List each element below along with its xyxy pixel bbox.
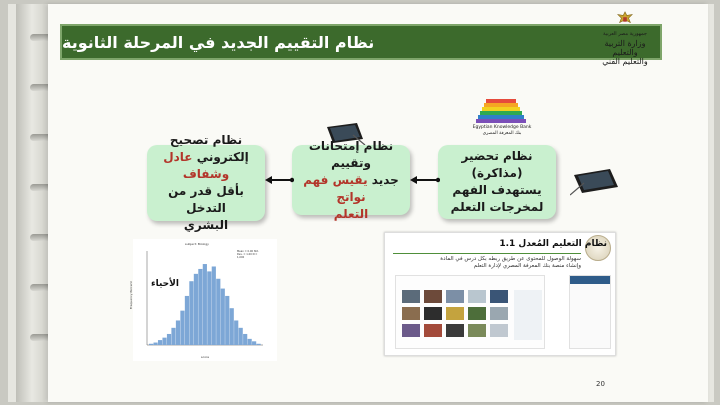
histogram-bar [189,281,193,345]
histogram-bar [207,271,211,345]
thumbnail [490,324,508,337]
histogram-bar [243,334,247,345]
thumbnail [490,307,508,320]
histogram-bar [212,266,216,345]
histogram-bar [225,296,229,345]
histogram-bar [257,344,261,345]
eagle-emblem-icon [616,10,634,28]
box-text: نظام إمتحانات وتقييم [308,138,394,170]
histogram-subject-label: الأحياء [151,279,179,289]
thumbnail [424,307,442,320]
box-text: البشري [183,218,229,232]
histogram-bar [239,328,243,345]
histogram-bar [234,320,238,345]
histogram-bar [230,308,234,345]
histogram-bar [252,341,256,345]
thumbnail [468,307,486,320]
thumbnail [446,290,464,303]
histogram-bar [167,334,171,345]
box-text: نظام تحضير (مذاكرة) [461,149,533,180]
thumbnail [446,307,464,320]
thumbnail [402,324,420,337]
webpage-sidebar [514,290,542,340]
thumbnail [424,290,442,303]
knowledge-bank-en: Egyptian Knowledge Bank [472,125,532,130]
screenshot-title: نظام التعليم المُعدل 1.1 [499,239,607,249]
box-text: يستهدف الفهم [452,183,542,197]
histogram-legend: Mean = 0.00 Std. Dev. = 1.00 N = 1,000 [237,250,259,259]
screenshot-webpage [395,275,545,349]
histogram-bar [221,289,225,345]
box-text: جديد [367,172,399,187]
knowledge-bank-ar: بنك المعرفة المصري [482,131,522,136]
side-panel-header [570,276,610,284]
logo-line2: والتعليم الفني [602,57,648,66]
screenshot-divider [393,253,581,254]
thumbnail [468,290,486,303]
thumbnail [468,324,486,337]
box-highlight-text: عادل وشفاف [163,150,230,181]
screenshot-side-panel [569,275,611,349]
box-highlight-text: يقيس فهم نواتج [303,172,368,204]
logo-line1: وزارة التربية والتعليم [604,39,646,57]
platform-screenshot [384,232,616,356]
histogram-bar [185,296,189,345]
histogram-bar [176,320,180,345]
histogram-xlabel: score [201,355,210,359]
histogram-panel [129,239,277,361]
tablet-icon [570,165,622,197]
ministry-logo [596,10,654,74]
box-text: بأقل قدر من التدخل [168,184,244,215]
histogram-bar [158,340,162,345]
arrow-left-icon [410,175,440,185]
histogram-bar [248,339,252,345]
histogram-bar [203,264,207,345]
histogram-ylabel: Frequency Percent [129,281,133,309]
thumbnail [446,324,464,337]
box-text: لمخرجات التعلم [450,200,544,214]
histogram-bar [180,311,184,345]
exams-system-box [292,138,410,221]
screenshot-description [391,256,581,270]
knowledge-bank-caption [472,125,532,137]
screenshot-desc-line: سهولة الوصول للمحتوى عن طريق ربطه بكل درس في المادة [440,256,581,262]
thumbnail [402,290,420,303]
histogram-bar [194,274,198,345]
correction-system-box [147,133,265,232]
thumbnail [402,307,420,320]
slide-title: نظام التقييم الجديد في المرحلة الثانوية [60,24,662,60]
histogram-chart [133,239,277,361]
ministry-logo-text [596,30,654,66]
thumbnail [490,290,508,303]
preparation-system-box [438,145,556,219]
histogram-bar [216,279,220,345]
histogram-bar [149,344,153,345]
knowledge-bank-logo [470,95,532,141]
arrow-left-icon [265,175,294,185]
screenshot-desc-line: وإنشاء منصة بنك المعرفة المصري لإدارة التعلم [473,263,581,269]
thumbnail [424,324,442,337]
histogram-bar [171,328,175,345]
box-text: نظام تصحيح [169,133,243,147]
histogram-bar [162,338,166,345]
histogram-bar [153,343,157,345]
histogram-bar [198,269,202,345]
box-highlight-text: التعلم [333,206,369,221]
box-text: إلكتروني [192,150,249,164]
histogram-title: subject: Biology [185,242,209,246]
logo-country-text: جمهورية مصر العربية [603,31,647,37]
page-number: 20 [596,380,605,388]
